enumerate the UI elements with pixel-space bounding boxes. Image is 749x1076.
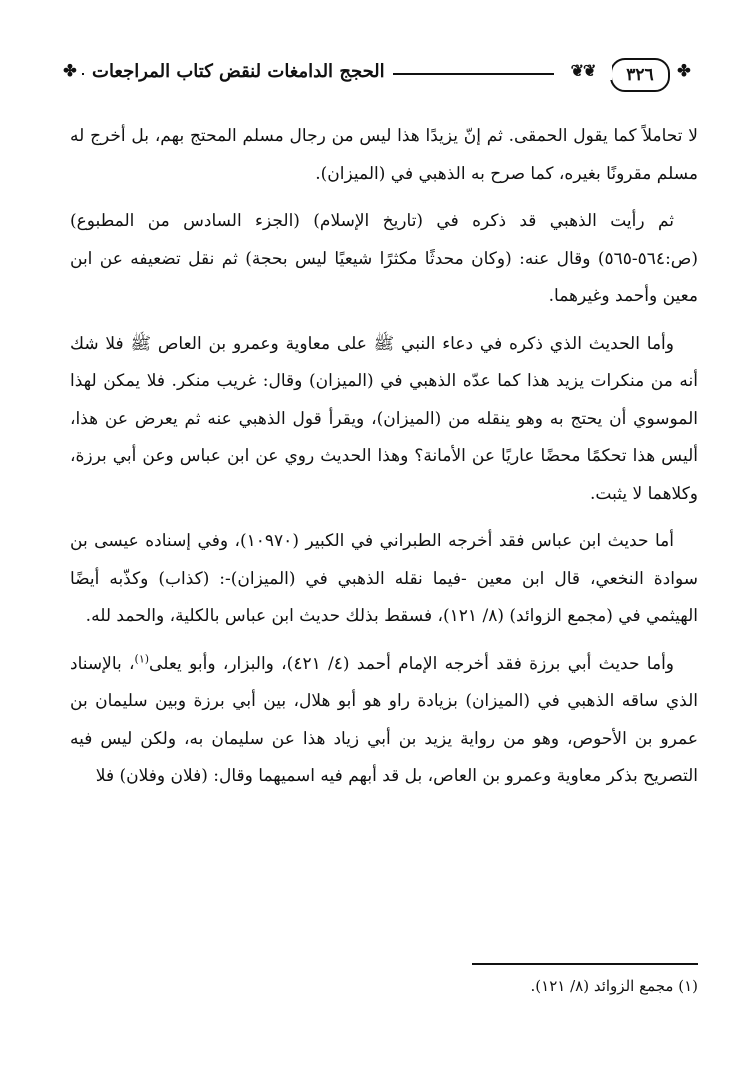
paragraph-5-part-1: وأما حديث أبي برزة فقد أخرجه الإمام أحمد (٤/ ٤٢١)، والبزار، وأبو يعلى xyxy=(149,653,675,674)
page-number: ٣٢٦ xyxy=(610,58,670,92)
paragraph-5 xyxy=(70,646,698,796)
footnote-1: (١) مجمع الزوائد (٨/ ١٢١). xyxy=(530,977,698,995)
paragraph-5-part-2: ، بالإسناد الذي ساقه الذهبي في (الميزان) بزيادة راو هو أبو هلال، بين أبي برزة وبين سليمان بن عمرو بن الأحوص، وهو من رواية يزيد بن أبي زياد هذا عن سليمان به، ولكن ليس فيه التصريح بذكر معاوية وعمرو بن العاص، بل قد أبهم فيه اسميهما وقال: (فلان وفلان) فلا xyxy=(70,653,698,786)
main-text xyxy=(70,118,698,806)
book-title: الحجج الدامغات لنقض كتاب المراجعات xyxy=(84,60,393,84)
footnote-reference[interactable]: (١) xyxy=(134,651,150,665)
paragraph-4: أما حديث ابن عباس فقد أخرجه الطبراني في الكبير (١٠٩٧٠)، وفي إسناده عيسى بن سوادة النخعي، قال ابن معين -فيما نقله الذهبي في (الميزان)-: (كذاب) وكذّبه أيضًا الهيثمي في (مجمع الزوائد) (٨/ ١٢١)، فسقط بذلك حديث ابن عباس بالكلية، والحمد لله. xyxy=(70,531,698,626)
header-ornament-mid-icon: ❦❦ xyxy=(554,62,612,80)
header-ornament-right-icon: ✤ xyxy=(670,62,698,80)
header-ornament-left-icon: ✤ xyxy=(58,62,82,80)
running-header xyxy=(58,54,698,90)
paragraph-1: لا تحاملاً كما يقول الحمقى. ثم إنّ يزيدًا هذا ليس من رجال مسلم المحتج بهم، بل أخرج له مسلم مقرونًا بغيره، كما صرح به الذهبي في (الميزان). xyxy=(70,126,698,184)
paragraph-2: ثم رأيت الذهبي قد ذكره في (تاريخ الإسلام) (الجزء السادس من المطبوع) (ص:٥٦٤-٥٦٥) وقال عنه: (وكان محدثًا مكثرًا شيعيًا ليس بحجة) ثم نقل تضعيفه عن ابن معين وأحمد وغيرهما. xyxy=(70,211,698,306)
paragraph-3: وأما الحديث الذي ذكره في دعاء النبي ﷺ على معاوية وعمرو بن العاص ﷺ فلا شك أنه من منكرات يزيد هذا كما عدّه الذهبي في (الميزان) وقال: غريب منكر. فلا يمكن لهذا الموسوي أن يحتج به وهو ينقله من (الميزان)، ويقرأ قول الذهبي عنه ثم يعرض عن هذا، أليس هذا تحكمًا محضًا عاريًا عن الأمانة؟ وهذا الحديث روي عن ابن عباس وعن أبي برزة، وكلاهما لا يثبت. xyxy=(70,333,698,504)
footnote-separator xyxy=(472,963,698,965)
